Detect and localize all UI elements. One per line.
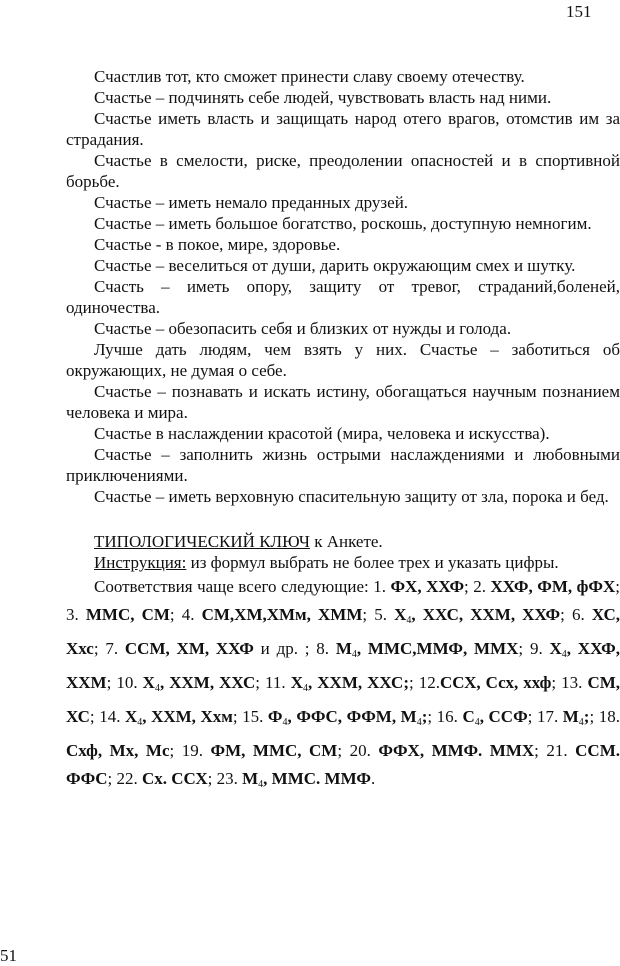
formula-subscript: 4 — [258, 779, 264, 790]
formula-number: 6. — [571, 605, 592, 624]
formula-part: ССХ, Ссх, ххф — [440, 673, 552, 692]
instruction-text: из формул выбрать не более трех и указать цифры. — [186, 553, 559, 572]
formula-subscript: 4 — [406, 615, 412, 626]
formula-part: , ХХС, ХХМ, ХХФ — [411, 605, 561, 624]
answer-paragraph: Счастье - в покое, мире, здоровье. — [94, 235, 341, 254]
formula-part: ССМ. ФФС — [66, 741, 620, 788]
formula-number: 7. — [105, 639, 125, 658]
formula-part: , ФФС, ФФМ, М — [287, 707, 417, 726]
answer-paragraph: Счастье – иметь верховную спасительную защиту от зла, порока и бед. — [94, 487, 609, 506]
formula-subscript: 4 — [154, 683, 160, 694]
formula-part: Х — [124, 707, 138, 726]
formula-number: 20. — [349, 741, 379, 760]
formula-subscript: 4 — [561, 649, 567, 660]
formula-part: Х — [290, 673, 303, 692]
formula-part: СМ,ХМ,ХМм, ХММ — [201, 605, 363, 624]
formula-part: ФМ, ММС, СМ — [210, 741, 338, 760]
formula-part: и др. — [253, 639, 305, 658]
formula-number: 23. — [216, 769, 243, 788]
answer-paragraph: Счастье – обезопасить себя и близких от нужды и голода. — [94, 319, 512, 338]
answer-paragraph: Счастье иметь власть и защищать народ отего врагов, отомстив им за страдания. — [66, 109, 620, 149]
answer-paragraph: Счастье в наслаждении красотой (мира, человека и искусства). — [94, 424, 550, 443]
formula-part: С — [462, 707, 475, 726]
formula-number: 13. — [561, 673, 588, 692]
formula-number: 8. — [316, 639, 336, 658]
formula-part: ФХ, ХХФ — [390, 577, 465, 596]
formula-part: М — [242, 769, 259, 788]
formula-part: , ХХМ, ХХС — [159, 673, 256, 692]
formula-part: , ХХМ, ХХС; — [307, 673, 409, 692]
page-number-top: 151 — [566, 2, 592, 21]
formula-part: ; — [583, 707, 590, 726]
formula-number: 17. — [536, 707, 563, 726]
answer-paragraph: Счастье – познавать и искать истину, обогащаться научным познанием человека и мира. — [66, 382, 620, 422]
formula-part: Х — [142, 673, 155, 692]
formula-number: 3. — [66, 605, 86, 624]
formula-part: ММС, СМ — [85, 605, 170, 624]
answer-paragraph: Счастье – иметь большое богатство, роскошь, доступную немногим. — [94, 214, 592, 233]
formula-part: , ММС. ММФ — [263, 769, 372, 788]
formula-part: Х — [549, 639, 562, 658]
answer-paragraph: Счастье – заполнить жизнь острыми наслаждениями и любовными приключениями. — [66, 445, 620, 485]
formula-part: ФФХ, ММФ. ММХ — [378, 741, 535, 760]
formula-number: 21. — [546, 741, 576, 760]
key-title-underlined: ТИПОЛОГИЧЕСКИЙ КЛЮЧ — [94, 532, 310, 551]
formula-number: 16. — [436, 707, 463, 726]
answer-paragraph: Счастье – подчинять себе людей, чувствовать власть над ними. — [94, 88, 552, 107]
key-formulas: Соответствия чаще всего следующие: 1. ФХ, ХХФ; 2. ХХФ, ФМ, фФХ; 3. ММС, СМ; 4. СМ,ХМ,ХМм, ХММ; 5. $Х_4$, ХХС, ХХМ, ХХФ; 6. ХС, Ххс; 7. ССМ, ХМ, ХХФ и др. ; 8. $М_4$, ММС,ММФ, ММХ; 9. $Х_4$, ХХФ, ХХМ; 10. $Х_4$, ХХМ, ХХС; 11. $Х_4$, ХХМ, ХХС;; 12.ССХ, Ссх, ххф; 13. СМ, ХС; 14. $Х_4$, ХХМ, Ххм; 15. $Ф_4$, ФФС, ФФМ, $М_4$;; 16. $С_4$, ССФ; 17. $М_4$;; 18. Схф, Мх, Мс; 19. ФМ, ММС, СМ; 20. ФФХ, ММФ. ММХ; 21. ССМ. ФФС; 22. Сх. ССХ; 23. $М_4$, ММС. ММФ. — [66, 577, 620, 790]
formula-subscript: 4 — [137, 717, 143, 728]
formula-part: Схф, Мх, Мс — [66, 741, 170, 760]
formula-part: , ХХМ, Ххм — [142, 707, 233, 726]
page-content — [66, 66, 620, 799]
formula-part: , ММС,ММФ, ММХ — [356, 639, 519, 658]
formula-part: Ф — [267, 707, 283, 726]
formula-number: 4. — [181, 605, 202, 624]
formula-subscript: 4 — [416, 717, 422, 728]
formula-subscript: 4 — [578, 717, 584, 728]
formula-number: 22. — [116, 769, 142, 788]
formula-number: 15. — [242, 707, 268, 726]
formula-part: М — [335, 639, 352, 658]
formula-subscript: 4 — [351, 649, 357, 660]
formula-part: СМ, ХС — [66, 673, 620, 726]
formula-number: 19. — [181, 741, 211, 760]
page-number-bottom: 51 — [0, 946, 17, 965]
formula-number: 5. — [374, 605, 395, 624]
formula-number: 14. — [99, 707, 125, 726]
formula-subscript: 4 — [282, 717, 288, 728]
questionnaire-answers — [66, 66, 620, 507]
formula-part: ССМ, ХМ, ХХФ — [124, 639, 254, 658]
formula-part: ХС, Ххс — [66, 605, 620, 658]
typological-key — [66, 531, 620, 799]
formula-number: 9. — [529, 639, 550, 658]
answer-paragraph: Счастье – иметь немало преданных друзей. — [94, 193, 409, 212]
formula-part: Сх. ССХ — [141, 769, 208, 788]
answer-paragraph: Счасть – иметь опору, защиту от тревог, страданий,боленей, одиночества. — [66, 277, 620, 317]
formula-number: 1. — [373, 577, 391, 596]
key-instruction — [66, 552, 620, 573]
formulas-end: . — [371, 769, 376, 788]
formula-part: Х — [394, 605, 407, 624]
formula-subscript: 4 — [302, 683, 308, 694]
answer-paragraph: Счастлив тот, кто сможет принести славу своему отечеству. — [94, 67, 525, 86]
formula-part: ; — [421, 707, 428, 726]
instruction-label: Инструкция: — [94, 553, 187, 572]
formula-number: 11. — [265, 673, 291, 692]
key-title — [66, 531, 620, 552]
formula-number: 18. — [598, 707, 620, 726]
formula-number: 10. — [116, 673, 143, 692]
formula-part: , ХХФ, ХХМ — [66, 639, 620, 692]
formula-number: 12. — [418, 673, 441, 692]
formula-part: ХХФ, ФМ, фФХ — [490, 577, 616, 596]
formula-part: М — [562, 707, 579, 726]
formula-part: , ССФ — [479, 707, 528, 726]
formula-subscript: 4 — [474, 717, 480, 728]
formula-number: 2. — [473, 577, 491, 596]
key-title-rest: к Анкете. — [309, 532, 383, 551]
formulas-intro: Соответствия чаще всего следующие: — [94, 577, 374, 596]
answer-paragraph: Счастье в смелости, риске, преодолении опасностей и в спортивной борьбе. — [66, 151, 620, 191]
answer-paragraph: Счастье – веселиться от души, дарить окружающим смех и шутку. — [94, 256, 576, 275]
answer-paragraph: Лучше дать людям, чем взять у них. Счастье – заботиться об окружающих, не думая о себе. — [66, 340, 620, 380]
